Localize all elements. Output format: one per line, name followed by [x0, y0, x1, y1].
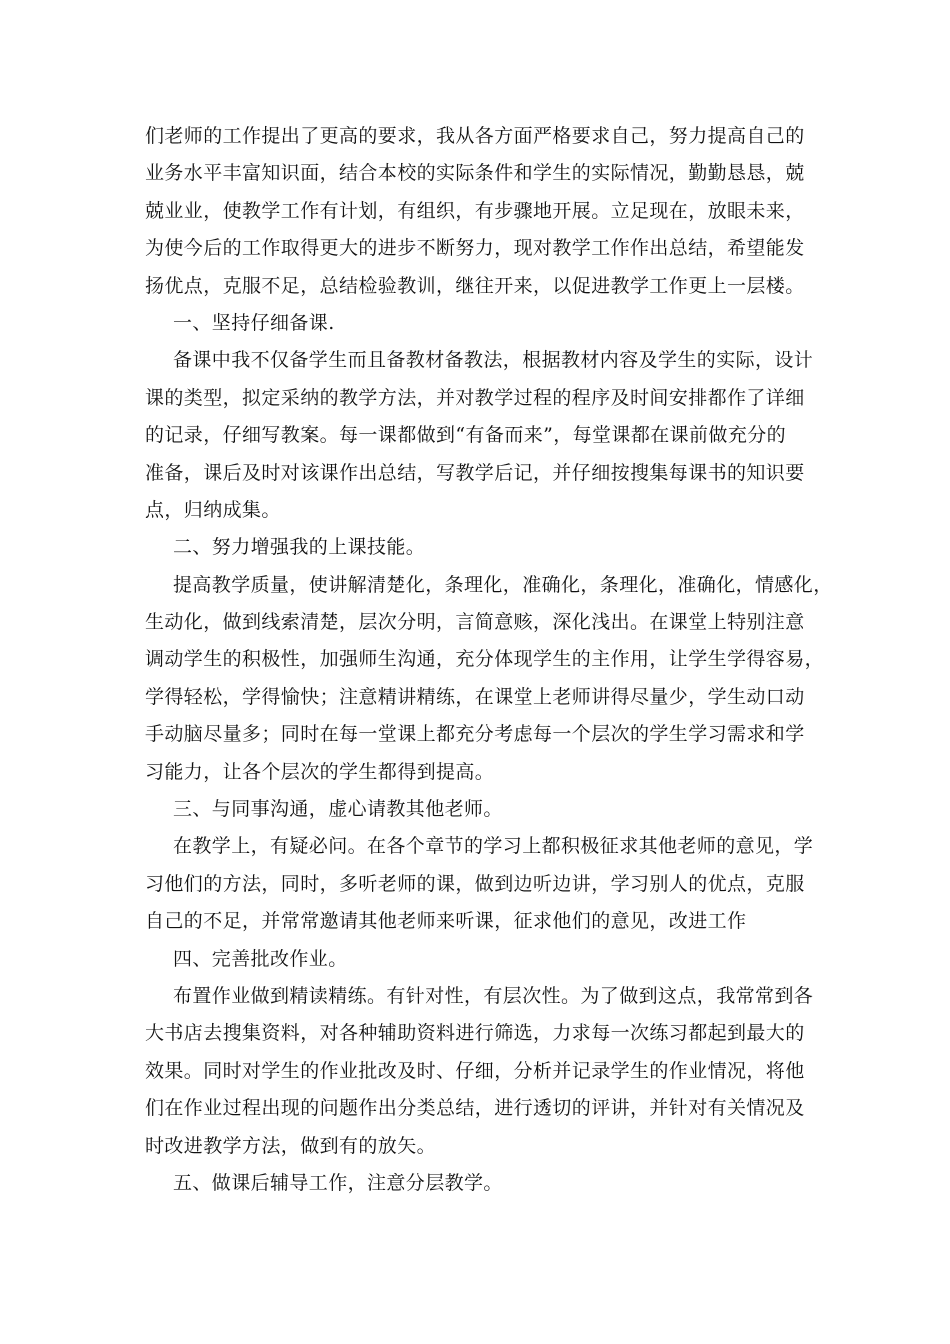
text-line: 调动学生的积极性，加强师生沟通，充分体现学生的主作用，让学生学得容易，: [145, 648, 825, 671]
document-body: [145, 118, 833, 1202]
paragraph-start-line: 备课中我不仅备学生而且备教材备教法，根据教材内容及学生的实际，设计: [173, 349, 814, 372]
paragraph-start-line: 二、努力增强我的上课技能。: [173, 536, 426, 559]
text-line: 习他们的方法，同时，多听老师的课，做到边听边讲，学习别人的优点，克服: [145, 872, 805, 895]
text-line: 课的类型，拟定采纳的教学方法，并对教学过程的程序及时间安排都作了详细: [145, 386, 805, 409]
text-line: 的记录，仔细写教案。每一课都做到“有备而来”，每堂课都在课前做充分的: [145, 424, 787, 447]
text-line: 兢业业，使教学工作有计划，有组织，有步骤地开展。立足现在，放眼未来，: [145, 199, 805, 222]
paragraph-start-line: 提高教学质量，使讲解清楚化，条理化，准确化，条理化，准确化，情感化，: [173, 573, 833, 596]
text-line: 生动化，做到线索清楚，层次分明，言简意赅，深化浅出。在课堂上特别注意: [145, 611, 805, 634]
paragraph-start-line: 五、做课后辅导工作，注意分层教学。: [173, 1171, 503, 1194]
paragraph-start-line: 在教学上，有疑必问。在各个章节的学习上都积极征求其他老师的意见，学: [173, 835, 814, 858]
text-line: 手动脑尽量多；同时在每一堂课上都充分考虑每一个层次的学生学习需求和学: [145, 723, 805, 746]
paragraph-start-line: 一、坚持仔细备课.: [173, 311, 335, 334]
text-line: 为使今后的工作取得更大的进步不断努力，现对教学工作作出总结，希望能发: [145, 237, 805, 260]
text-line: 习能力，让各个层次的学生都得到提高。: [145, 760, 495, 783]
text-line: 自己的不足，并常常邀请其他老师来听课，征求他们的意见，改进工作: [145, 910, 747, 933]
paragraph-start-line: 四、完善批改作业。: [173, 947, 348, 970]
text-line: 大书店去搜集资料，对各种辅助资料进行筛选，力求每一次练习都起到最大的: [145, 1022, 805, 1045]
text-line: 业务水平丰富知识面，结合本校的实际条件和学生的实际情况，勤勤恳恳，兢: [145, 162, 805, 185]
text-line: 时改进教学方法，做到有的放矢。: [145, 1134, 437, 1157]
paragraph-start-line: 三、与同事沟通，虚心请教其他老师。: [173, 798, 503, 821]
paragraph-start-line: 布置作业做到精读精练。有针对性，有层次性。为了做到这点，我常常到各: [173, 984, 814, 1007]
text-line: 点，归纳成集。: [145, 498, 281, 521]
text-line: 学得轻松，学得愉快；注意精讲精练，在课堂上老师讲得尽量少，学生动口动: [145, 685, 805, 708]
text-line: 们老师的工作提出了更高的要求，我从各方面严格要求自己，努力提高自己的: [145, 125, 805, 147]
text-line: 准备，课后及时对该课作出总结，写教学后记，并仔细按搜集每课书的知识要: [145, 461, 805, 484]
text-line: 扬优点，克服不足，总结检验教训，继往开来，以促进教学工作更上一层楼。: [145, 274, 805, 297]
text-line: 们在作业过程出现的问题作出分类总结，进行透切的评讲，并针对有关情况及: [145, 1097, 805, 1120]
text-line: 效果。同时对学生的作业批改及时、仔细，分析并记录学生的作业情况，将他: [145, 1059, 805, 1082]
